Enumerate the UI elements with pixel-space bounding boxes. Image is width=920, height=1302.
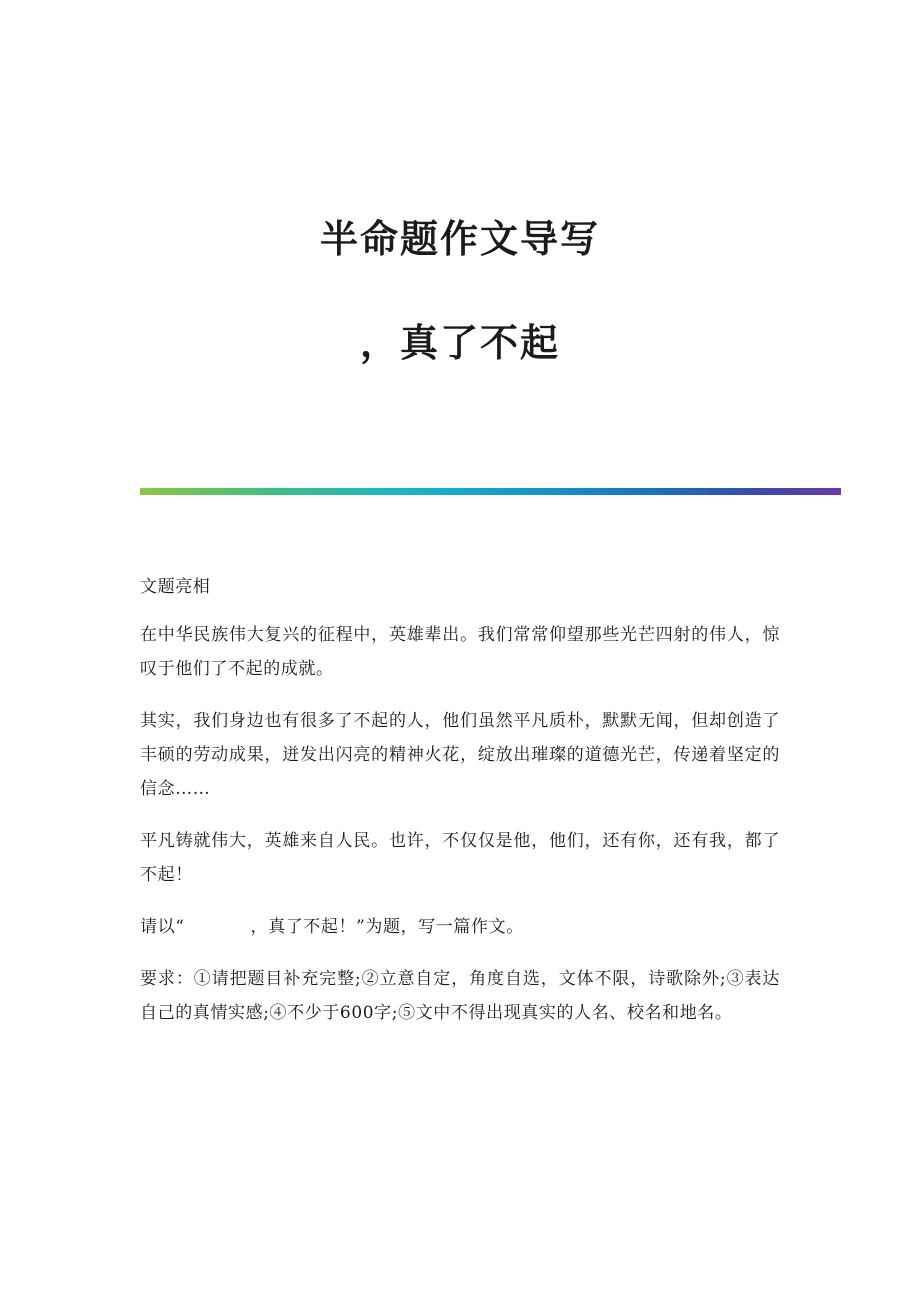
section-heading: 文题亮相 bbox=[140, 577, 211, 597]
paragraph-1: 在中华民族伟大复兴的征程中，英雄辈出。我们常常仰望那些光芒四射的伟人，惊叹于他们了不起的成就。 bbox=[140, 625, 780, 679]
document-title-line-1: 半命题作文导写 bbox=[319, 216, 600, 261]
prompt-suffix: ，真了不起！”为题，写一篇作文。 bbox=[250, 917, 524, 937]
paragraph-3: 平凡铸就伟大，英雄来自人民。也许，不仅仅是他，他们，还有你，还有我，都了不起！ bbox=[140, 831, 780, 885]
requirements-paragraph: 要求：①请把题目补充完整;②立意自定，角度自选，文体不限，诗歌除外;③表达自己的真情实感;④不少于600字;⑤文中不得出现真实的人名、校名和地名。 bbox=[140, 969, 780, 1023]
document-body bbox=[140, 570, 780, 1048]
gradient-divider bbox=[140, 488, 841, 495]
prompt-prefix: 请以“ bbox=[140, 917, 185, 937]
paragraph-2: 其实，我们身边也有很多了不起的人，他们虽然平凡质朴，默默无闻，但却创造了丰硕的劳动成果，迸发出闪亮的精神火花，绽放出璀璨的道德光芒，传递着坚定的信念…… bbox=[140, 711, 780, 799]
document-title-line-2: ，真了不起 bbox=[359, 320, 560, 365]
prompt-paragraph bbox=[140, 910, 780, 944]
